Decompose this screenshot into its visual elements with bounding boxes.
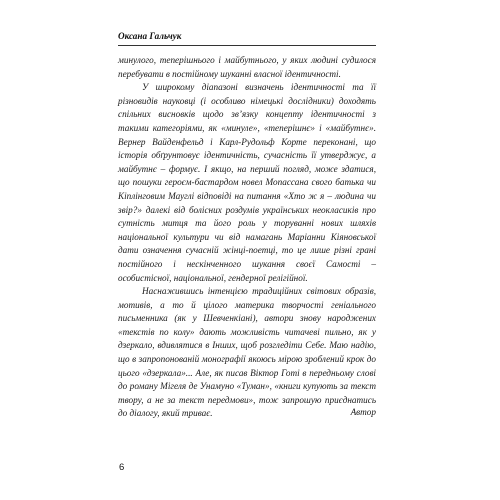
paragraph-continuation: минулого, теперішнього і майбутнього, у яких людині судилося перебувати в постійному шуканні власної ідентичності.: [118, 55, 376, 79]
signature: Автор: [350, 407, 376, 417]
header-rule: [118, 45, 376, 46]
paragraph-intertext: Наснажившись інтенцією традиційних світових образів, мотивів, а то й цілого материка творчості геніального письменника (як у Шевченкіані), автори знову народжених «текстів по колу» дають можливість читачеві пильно, як у дзеркало, вдивлятися в Інших, щоб розгледіти Себе. Маю надію, що в запропонованій монографії якоюсь мірою зроблений крок до цього «дзеркала»... Але, як писав Віктор Готі в передньому слові до роману Мігеля де Унамуно «Туман», «книги купують за текст твору, а не за текст передмови», тож запрошую приєднатись до діалогу, який триває.: [118, 286, 376, 419]
body-text: [118, 54, 376, 421]
page-number: 6: [119, 462, 125, 473]
paragraph-identity: У широкому діапазоні визначень ідентичності та її різновидів науковці (і особливо німецькі дослідники) доходять спільних висновків щодо зв’язку концепту ідентичності з такими категоріями, як «минуле», «теперішнє» і «майбутнє». Вернер Вайденфельд і Карл-Рудольф Корте переконані, що історія обґрунтовує ідентичність, сучасність її утверджує, а майбутнє – формує. І якщо, на перший погляд, може здатися, що пошуки героєм-бастардом новел Мопассана свого батька чи Кіплінговим Мауглі відповіді на питання «Хто ж я – людина чи звір?» далекі від болісних роздумів українських неокласиків про сутність митця та його роль у торуванні нових шляхів національної культури чи від намагань Маріанни Кіяновської дати означення сучасній жінці-поетці, то це лише різні грані постійного і нескінченного шукання своєї Самості – особистісної, національної, гендерної релігійної.: [118, 82, 376, 283]
running-header-author: Оксана Гальчук: [118, 31, 182, 41]
